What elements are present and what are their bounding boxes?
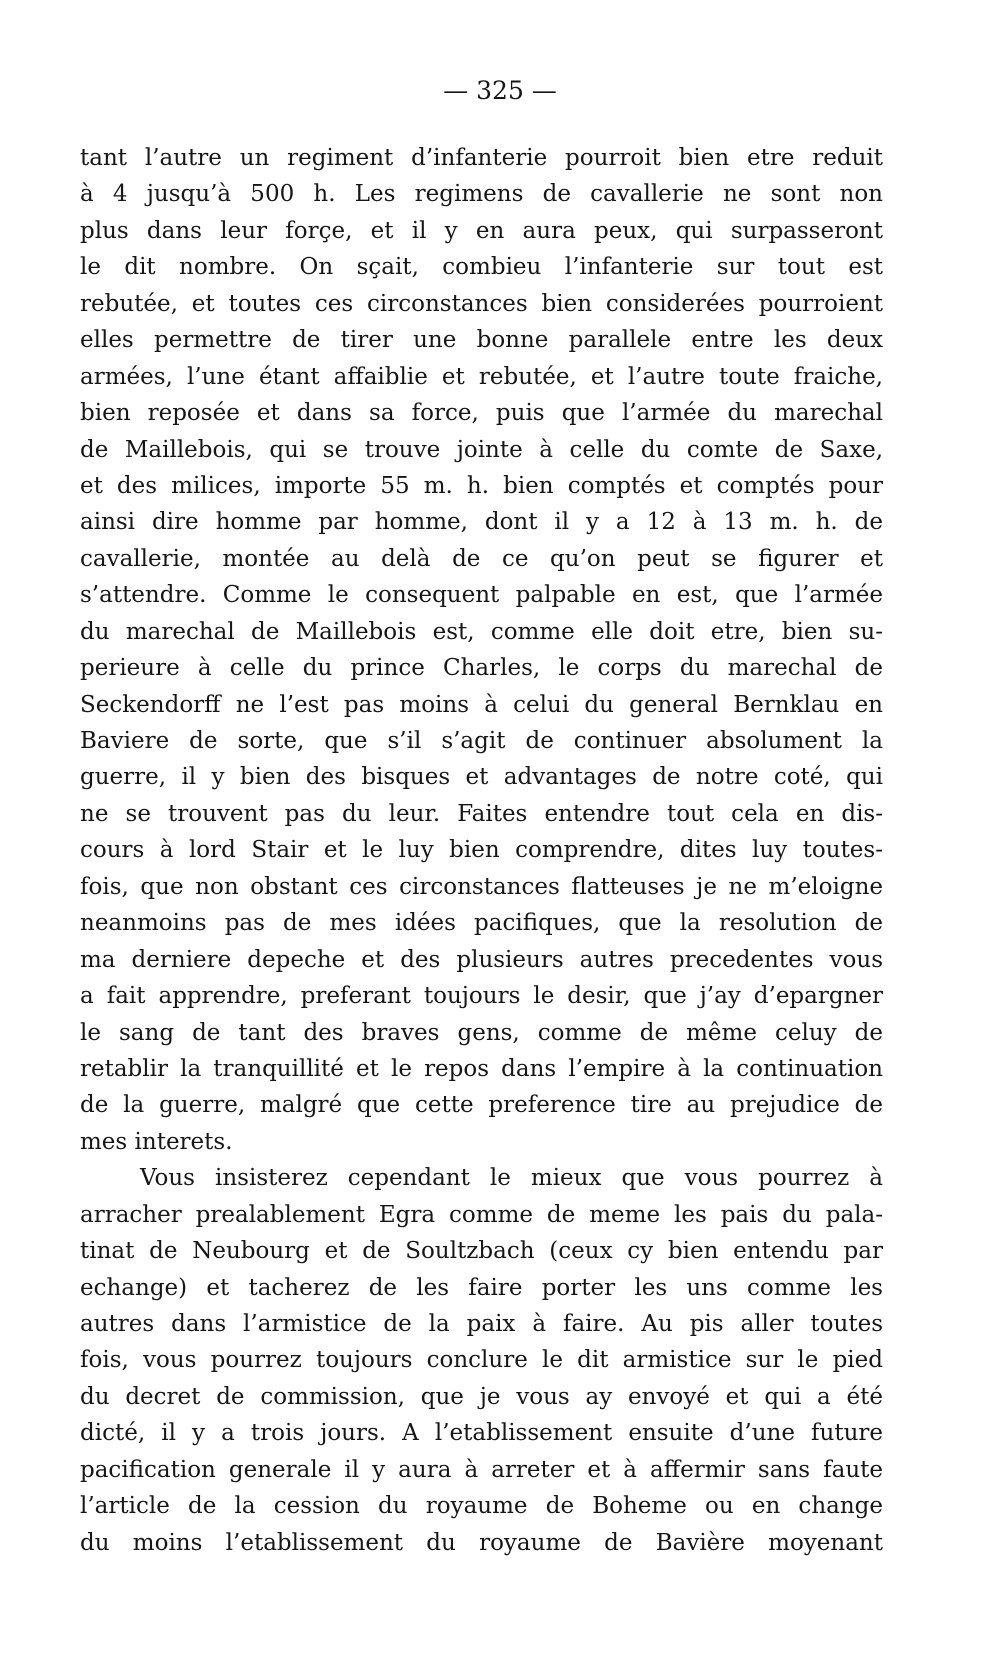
text-line: l’article de la cession du royaume de Boheme ou en change <box>80 1493 883 1520</box>
text-line: armées, l’une étant affaiblie et rebutée, et l’autre toute fraiche, <box>80 363 883 390</box>
text-line: mes interets. <box>80 1128 233 1155</box>
text-line: cours à lord Stair et le luy bien comprendre, dites luy toutes- <box>80 837 883 864</box>
text-line: fois, que non obstant ces circonstances flatteuses je ne m’eloigne <box>80 873 883 900</box>
text-line: à 4 jusqu’à 500 h. Les regimens de cavallerie ne sont non <box>80 181 883 208</box>
text-line: dicté, il y a trois jours. A l’etablissement ensuite d’une future <box>80 1420 883 1447</box>
text-line: tinat de Neubourg et de Soultzbach (ceux cy bien entendu par <box>80 1238 883 1265</box>
text-line: tant l’autre un regiment d’infanterie pourroit bien etre reduit <box>80 145 883 171</box>
text-line: a fait apprendre, preferant toujours le desir, que j’ay d’epargner <box>80 983 883 1010</box>
text-line: plus dans leur forçe, et il y en aura peux, qui surpasseront <box>80 217 883 244</box>
text-line: retablir la tranquillité et le repos dans l’empire à la continuation <box>80 1055 883 1082</box>
text-line: ma derniere depeche et des plusieurs autres precedentes vous <box>80 946 883 973</box>
text-line: rebutée, et toutes ces circonstances bien considerées pourroient <box>80 290 883 317</box>
text-line: ainsi dire homme par homme, dont il y a 12 à 13 m. h. de <box>80 509 883 536</box>
text-line: perieure à celle du prince Charles, le corps du marechal de <box>80 655 883 682</box>
text-line: cavallerie, montée au delà de ce qu’on peut se figurer et <box>80 545 883 572</box>
text-line: du moins l’etablissement du royaume de Bavière moyenant <box>80 1529 883 1556</box>
paragraph-2 <box>80 1160 883 1561</box>
text-line: de la guerre, malgré que cette preference tire au prejudice de <box>80 1092 883 1119</box>
page-number: — 325 — <box>443 76 557 105</box>
text-line: pacification generale il y aura à arreter et à affermir sans faute <box>80 1456 883 1483</box>
text-line: fois, vous pourrez toujours conclure le dit armistice sur le pied <box>80 1347 883 1374</box>
text-line: s’attendre. Comme le consequent palpable en est, que l’armée <box>80 582 883 609</box>
body-text <box>80 140 883 1561</box>
text-line: arracher prealablement Egra comme de meme les pais du pala- <box>80 1201 883 1228</box>
text-line: autres dans l’armistice de la paix à faire. Au pis aller toutes <box>80 1311 883 1337</box>
text-line: le sang de tant des braves gens, comme de même celuy de <box>80 1019 883 1046</box>
text-line: et des milices, importe 55 m. h. bien comptés et comptés pour <box>80 472 883 499</box>
text-line: elles permettre de tirer une bonne parallele entre les deux <box>80 327 883 354</box>
text-line: echange) et tacherez de les faire porter les uns comme les <box>80 1274 883 1301</box>
text-line: Baviere de sorte, que s’il s’agit de continuer absolument la <box>80 728 883 754</box>
paragraph-1 <box>80 140 883 1160</box>
page-header <box>0 74 1000 108</box>
text-line: de Maillebois, qui se trouve jointe à celle du comte de Saxe, <box>80 436 883 463</box>
text-line: Seckendorff ne l’est pas moins à celui du general Bernklau en <box>80 691 883 718</box>
text-line: le dit nombre. On sçait, combieu l’infanterie sur tout est <box>80 254 883 281</box>
text-line: Vous insisterez cependant le mieux que vous pourrez à <box>140 1165 883 1192</box>
text-line: ne se trouvent pas du leur. Faites entendre tout cela en dis- <box>80 800 883 827</box>
text-line: guerre, il y bien des bisques et advantages de notre coté, qui <box>80 764 883 791</box>
text-line: du marechal de Maillebois est, comme elle doit etre, bien su- <box>80 618 883 645</box>
text-line: du decret de commission, que je vous ay envoyé et qui a été <box>80 1383 883 1410</box>
text-line: bien reposée et dans sa force, puis que l’armée du marechal <box>80 400 883 427</box>
text-line: neanmoins pas de mes idées pacifiques, que la resolution de <box>80 910 883 937</box>
